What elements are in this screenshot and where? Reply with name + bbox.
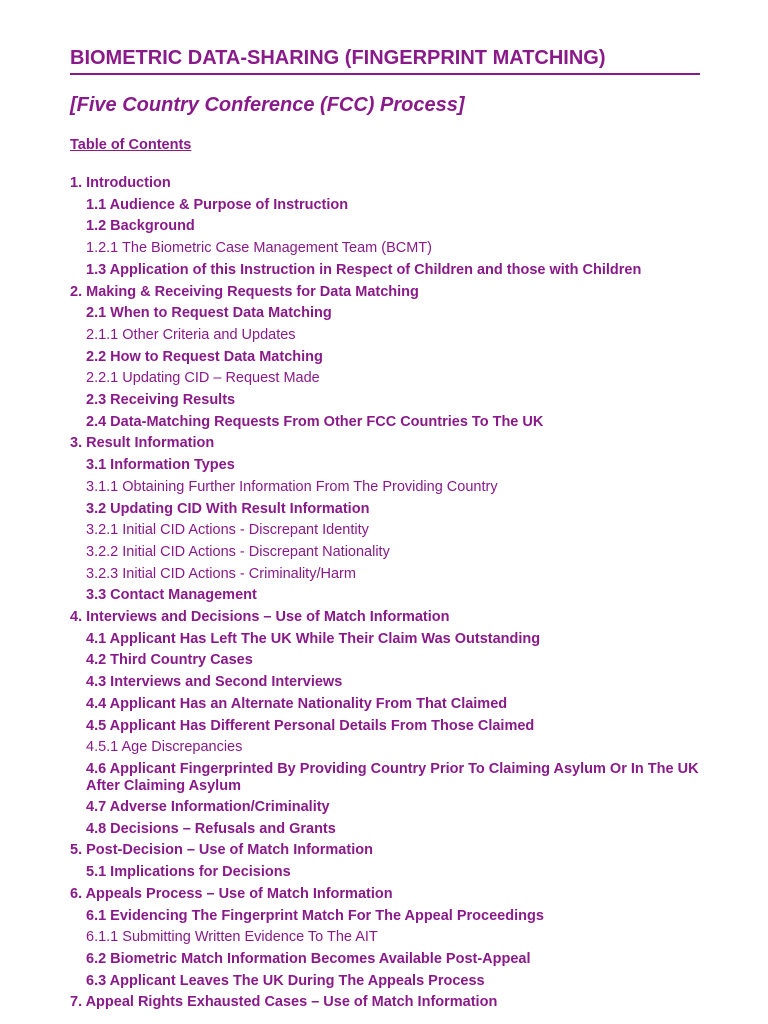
toc-entry-level-2[interactable]: 2.1 When to Request Data Matching [86, 305, 332, 322]
toc-entry-level-3[interactable]: 3.2.1 Initial CID Actions - Discrepant Identity [86, 522, 369, 539]
toc-entry-level-3[interactable]: 3.1.1 Obtaining Further Information From The Providing Country [86, 478, 498, 495]
toc-entry-level-3[interactable]: 2.2.1 Updating CID – Request Made [86, 370, 320, 387]
toc-entry-level-2[interactable]: 4.7 Adverse Information/Criminality [86, 798, 330, 815]
document-subtitle: [Five Country Conference (FCC) Process] [70, 94, 465, 116]
toc-entry-level-2[interactable]: 2.2 How to Request Data Matching [86, 348, 323, 365]
table-of-contents [70, 173, 700, 1014]
toc-entry-level-2[interactable]: 2.4 Data-Matching Requests From Other FCC Countries To The UK [86, 413, 544, 430]
toc-entry-level-1[interactable]: 6. Appeals Process – Use of Match Information [70, 885, 393, 902]
document-title: BIOMETRIC DATA-SHARING (FINGERPRINT MATCHING) [70, 44, 700, 75]
toc-entry-level-2[interactable]: 5.1 Implications for Decisions [86, 864, 291, 881]
toc-entry-level-1[interactable]: 7. Appeal Rights Exhausted Cases – Use of Match Information [70, 994, 498, 1011]
toc-heading-link[interactable]: Table of Contents [70, 137, 192, 153]
toc-entry-level-2[interactable]: 1.2 Background [86, 218, 195, 235]
toc-entry-level-3[interactable]: 4.5.1 Age Discrepancies [86, 739, 243, 756]
toc-entry-level-2[interactable]: 3.3 Contact Management [86, 587, 257, 604]
toc-entry-level-1[interactable]: 4. Interviews and Decisions – Use of Match Information [70, 609, 450, 626]
toc-entry-level-3[interactable]: 6.1.1 Submitting Written Evidence To The AIT [86, 929, 378, 946]
toc-entry-level-2[interactable]: 4.2 Third Country Cases [86, 652, 253, 669]
toc-entry-level-2[interactable]: 1.3 Application of this Instruction in Respect of Children and those with Children [86, 261, 642, 278]
toc-entry-level-3[interactable]: 2.1.1 Other Criteria and Updates [86, 326, 296, 343]
toc-entry-level-2[interactable]: 6.2 Biometric Match Information Becomes Available Post-Appeal [86, 950, 531, 967]
toc-entry-level-3[interactable]: 1.2.1 The Biometric Case Management Team (BCMT) [86, 240, 432, 257]
toc-entry-level-3[interactable]: 3.2.3 Initial CID Actions - Criminality/Harm [86, 565, 356, 582]
toc-entry-level-2[interactable]: 3.1 Information Types [86, 457, 235, 474]
toc-entry-level-2[interactable]: 6.3 Applicant Leaves The UK During The Appeals Process [86, 972, 485, 989]
toc-entry-level-1[interactable]: 1. Introduction [70, 175, 171, 191]
toc-entry-level-2[interactable]: 6.1 Evidencing The Fingerprint Match For The Appeal Proceedings [86, 907, 544, 924]
toc-entry-level-2[interactable]: 3.2 Updating CID With Result Information [86, 500, 370, 517]
toc-entry-level-2[interactable]: 4.1 Applicant Has Left The UK While Their Claim Was Outstanding [86, 630, 541, 647]
toc-entry-level-2[interactable]: 4.6 Applicant Fingerprinted By Providing Country Prior To Claiming Asylum Or In The UK After Claiming Asylum [86, 760, 699, 794]
toc-entry-level-2[interactable]: 4.5 Applicant Has Different Personal Details From Those Claimed [86, 717, 535, 734]
toc-entry-level-2[interactable]: 2.3 Receiving Results [86, 392, 236, 409]
toc-entry-level-2[interactable]: 4.8 Decisions – Refusals and Grants [86, 820, 336, 837]
toc-entry-level-1[interactable]: 2. Making & Receiving Requests for Data Matching [70, 283, 419, 300]
toc-entry-level-1[interactable]: 3. Result Information [70, 435, 215, 452]
document-page [70, 44, 700, 1014]
toc-entry-level-1[interactable]: 5. Post-Decision – Use of Match Information [70, 842, 373, 859]
toc-entry-level-2[interactable]: 1.1 Audience & Purpose of Instruction [86, 196, 349, 213]
toc-entry-level-3[interactable]: 3.2.2 Initial CID Actions - Discrepant Nationality [86, 543, 390, 560]
toc-entry-level-2[interactable]: 4.3 Interviews and Second Interviews [86, 674, 343, 691]
toc-entry-level-2[interactable]: 4.4 Applicant Has an Alternate Nationality From That Claimed [86, 695, 508, 712]
